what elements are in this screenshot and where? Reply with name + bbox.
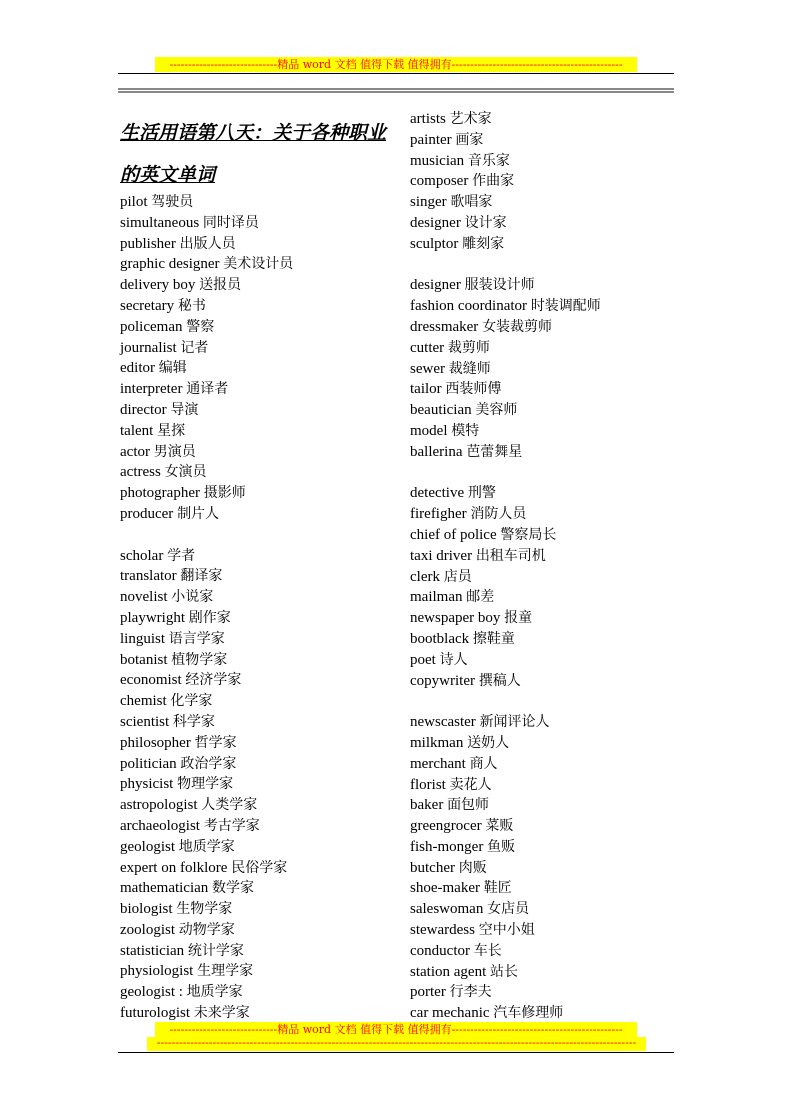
vocab-chinese: 剧作家 xyxy=(188,609,231,626)
vocab-chinese: 芭蕾舞星 xyxy=(466,443,523,460)
vocab-chinese: 星探 xyxy=(157,422,186,439)
vocab-english: beautician xyxy=(410,402,472,419)
vocab-entry xyxy=(410,733,601,754)
vocab-entry xyxy=(410,442,601,463)
vocab-entry xyxy=(120,920,293,941)
vocab-english: florist xyxy=(410,776,446,793)
vocab-entry xyxy=(120,275,293,296)
vocab-english: ballerina xyxy=(410,443,463,460)
vocab-chinese: 送报员 xyxy=(199,277,242,294)
vocab-chinese: 女演员 xyxy=(164,464,207,481)
vocab-entry xyxy=(120,878,293,899)
vocab-english: conductor xyxy=(410,942,470,959)
vocab-chinese: 学者 xyxy=(167,547,196,564)
vocab-english: fashion coordinator xyxy=(410,298,528,315)
vocab-chinese: 出版人员 xyxy=(179,235,236,252)
vocab-chinese: 驾驶员 xyxy=(151,194,194,210)
vocab-english: copywriter xyxy=(410,672,475,689)
vocab-entry xyxy=(120,982,293,1003)
vocab-entry xyxy=(120,566,293,587)
vocab-english: mathematician xyxy=(120,880,209,897)
vocab-chinese: 裁缝师 xyxy=(448,360,491,377)
vocab-chinese: 雕刻家 xyxy=(462,235,505,252)
vocab-entry xyxy=(410,525,601,546)
vocab-chinese: 诗人 xyxy=(439,651,468,668)
vocab-entry xyxy=(120,400,293,421)
vocab-english: greengrocer xyxy=(410,818,482,835)
vocab-chinese: 地质学家 xyxy=(186,984,243,1001)
header-rule xyxy=(118,73,674,74)
vocab-chinese: 汽车修理师 xyxy=(493,1005,564,1022)
vocab-entry xyxy=(410,795,601,816)
vocab-english: photographer xyxy=(120,485,200,502)
vocab-chinese: 动物学家 xyxy=(178,921,235,938)
vocab-english: graphic designer xyxy=(120,256,220,273)
vocab-chinese: 商人 xyxy=(469,755,498,772)
vocab-english: politician xyxy=(120,755,177,772)
vocab-english: butcher xyxy=(410,859,455,876)
vocab-entry xyxy=(120,795,293,816)
vocab-entry xyxy=(410,171,601,192)
vocab-chinese: 店员 xyxy=(443,568,472,585)
vocab-entry xyxy=(120,213,293,234)
vocab-english: poet xyxy=(410,651,436,668)
vocab-english: linguist xyxy=(120,630,166,647)
vocab-entry xyxy=(120,650,293,671)
vocab-entry xyxy=(120,941,293,962)
vocab-english: baker xyxy=(410,797,444,814)
right-word-list xyxy=(410,109,601,1024)
vocab-english: philosopher xyxy=(120,734,191,751)
vocab-english: talent xyxy=(120,422,154,439)
vocab-english: physiologist xyxy=(120,963,194,980)
vocab-english: porter xyxy=(410,984,446,1001)
vocab-entry xyxy=(120,1003,293,1024)
vocab-entry xyxy=(410,754,601,775)
vocab-chinese: 考古学家 xyxy=(203,817,260,834)
vocab-english: clerk xyxy=(410,568,440,585)
vocab-entry xyxy=(410,837,601,858)
vocab-chinese: 生物学家 xyxy=(176,901,233,918)
vocab-english: astropologist xyxy=(120,797,198,814)
vocab-chinese: 编辑 xyxy=(158,360,187,377)
vocab-entry xyxy=(410,192,601,213)
vocab-entry xyxy=(120,816,293,837)
vocab-entry xyxy=(120,670,293,691)
vocab-entry xyxy=(410,213,601,234)
vocab-english: designer xyxy=(410,277,461,294)
vocab-entry xyxy=(410,504,601,525)
vocab-entry xyxy=(410,899,601,920)
vocab-english: dressmaker xyxy=(410,318,479,335)
vocab-entry xyxy=(120,712,293,733)
vocab-entry xyxy=(410,463,601,484)
vocab-english: station agent xyxy=(410,963,487,980)
vocab-chinese: 肉贩 xyxy=(458,859,487,876)
vocab-english: biologist xyxy=(120,901,173,918)
vocab-entry xyxy=(120,546,293,567)
vocab-entry xyxy=(410,130,601,151)
vocab-english: simultaneous xyxy=(120,214,200,231)
page-title-line-2: 的英文单词 xyxy=(120,164,216,186)
vocab-english: firefigher xyxy=(410,506,467,523)
vocab-chinese: 民俗学家 xyxy=(231,859,288,876)
vocab-entry xyxy=(120,504,293,525)
vocab-entry xyxy=(120,296,293,317)
vocab-chinese: 地质学家 xyxy=(178,838,235,855)
vocab-chinese: 同时译员 xyxy=(202,214,259,231)
vocab-english: playwright xyxy=(120,609,185,626)
vocab-english: geologist : xyxy=(120,984,183,1001)
vocab-entry xyxy=(410,1003,601,1024)
vocab-chinese: 卖花人 xyxy=(449,776,492,793)
vocab-chinese: 哲学家 xyxy=(194,734,237,751)
vocab-chinese: 科学家 xyxy=(172,713,215,730)
vocab-chinese: 女装裁剪师 xyxy=(482,318,553,335)
vocab-english: artists xyxy=(410,111,446,127)
vocab-chinese: 报童 xyxy=(504,610,533,627)
vocab-english: chemist xyxy=(120,693,167,710)
vocab-english: policeman xyxy=(120,318,183,335)
vocab-english: journalist xyxy=(120,339,177,356)
vocab-chinese: 音乐家 xyxy=(467,152,510,169)
vocab-chinese: 西装师傅 xyxy=(445,381,502,398)
vocab-chinese: 警察 xyxy=(186,318,215,335)
vocab-chinese: 人类学家 xyxy=(201,797,258,814)
vocab-chinese: 画家 xyxy=(455,131,484,148)
vocab-chinese: 服装设计师 xyxy=(464,277,535,294)
vocab-entry xyxy=(410,608,601,629)
vocab-english: actor xyxy=(120,443,150,460)
vocab-entry xyxy=(410,338,601,359)
vocab-chinese: 政治学家 xyxy=(180,755,237,772)
vocab-chinese: 裁剪师 xyxy=(447,339,490,356)
vocab-chinese: 记者 xyxy=(180,339,209,356)
vocab-english: mailman xyxy=(410,589,463,606)
vocab-english: zoologist xyxy=(120,921,175,938)
vocab-chinese: 制片人 xyxy=(177,505,220,522)
vocab-entry xyxy=(410,587,601,608)
vocab-entry xyxy=(410,629,601,650)
vocab-english: novelist xyxy=(120,589,168,606)
vocab-english: secretary xyxy=(120,297,175,314)
vocab-entry xyxy=(410,962,601,983)
vocab-entry xyxy=(120,691,293,712)
vocab-entry xyxy=(120,608,293,629)
vocab-chinese: 歌唱家 xyxy=(450,194,493,211)
left-word-list xyxy=(120,192,293,1024)
vocab-chinese: 女店员 xyxy=(487,901,530,918)
vocab-english: expert on folklore xyxy=(120,859,228,876)
vocab-entry xyxy=(120,899,293,920)
vocab-english: saleswoman xyxy=(410,901,484,918)
vocab-chinese: 经济学家 xyxy=(185,672,242,689)
vocab-entry xyxy=(410,878,601,899)
vocab-english: designer xyxy=(410,214,461,231)
vocab-english: pilot xyxy=(120,194,148,210)
vocab-chinese: 艺术家 xyxy=(449,111,492,127)
vocab-english: chief of police xyxy=(410,526,497,543)
vocab-chinese: 出租车司机 xyxy=(475,547,546,564)
vocab-chinese: 摄影师 xyxy=(203,485,246,502)
vocab-chinese: 小说家 xyxy=(171,589,214,606)
page-title-line-1: 生活用语第八天：关于各种职业 xyxy=(120,122,387,144)
vocab-english: director xyxy=(120,401,167,418)
vocab-chinese: 模特 xyxy=(451,422,480,439)
vocab-entry xyxy=(120,525,293,546)
vocab-english: fish-monger xyxy=(410,838,484,855)
vocab-entry xyxy=(120,774,293,795)
vocab-chinese: 通译者 xyxy=(186,381,229,398)
vocab-english: taxi driver xyxy=(410,547,473,564)
vocab-entry xyxy=(410,421,601,442)
vocab-entry xyxy=(120,317,293,338)
vocab-english: merchant xyxy=(410,755,466,772)
vocab-entry xyxy=(120,483,293,504)
vocab-entry xyxy=(120,629,293,650)
vocab-english: statistician xyxy=(120,942,185,959)
vocab-english: car mechanic xyxy=(410,1005,490,1022)
vocab-chinese: 物理学家 xyxy=(177,776,234,793)
vocab-entry xyxy=(410,109,601,130)
vocab-english: economist xyxy=(120,672,182,689)
vocab-chinese: 植物学家 xyxy=(171,651,228,668)
vocab-entry xyxy=(120,837,293,858)
vocab-entry xyxy=(410,317,601,338)
vocab-entry xyxy=(120,587,293,608)
vocab-chinese: 生理学家 xyxy=(197,963,254,980)
vocab-entry xyxy=(120,234,293,255)
vocab-chinese: 统计学家 xyxy=(187,942,244,959)
vocab-english: milkman xyxy=(410,734,464,751)
vocab-entry xyxy=(410,671,601,692)
vocab-english: sculptor xyxy=(410,235,459,252)
vocab-english: bootblack xyxy=(410,630,470,647)
vocab-english: sewer xyxy=(410,360,445,377)
vocab-entry xyxy=(410,712,601,733)
vocab-entry xyxy=(410,920,601,941)
vocab-entry xyxy=(120,379,293,400)
vocab-chinese: 导演 xyxy=(170,401,199,418)
vocab-english: scientist xyxy=(120,713,170,730)
vocab-english: geologist xyxy=(120,838,175,855)
vocab-english: translator xyxy=(120,568,177,585)
vocab-english: composer xyxy=(410,173,469,190)
vocab-entry xyxy=(410,151,601,172)
vocab-chinese: 美术设计员 xyxy=(223,256,294,273)
vocab-chinese: 面包师 xyxy=(447,797,490,814)
header-banner: -----------------------------精品 word 文档 值得下载 值得拥有---------------------------------------------- xyxy=(155,57,637,72)
vocab-english: shoe-maker xyxy=(410,880,480,897)
vocab-entry xyxy=(410,483,601,504)
vocab-entry xyxy=(410,546,601,567)
vocab-entry xyxy=(410,775,601,796)
vocab-chinese: 美容师 xyxy=(475,402,518,419)
vocab-english: publisher xyxy=(120,235,176,252)
vocab-entry xyxy=(410,255,601,276)
vocab-chinese: 车长 xyxy=(473,942,502,959)
vocab-english: futurologist xyxy=(120,1005,190,1022)
vocab-english: cutter xyxy=(410,339,445,356)
vocab-english: producer xyxy=(120,505,174,522)
vocab-english: detective xyxy=(410,485,465,502)
vocab-chinese: 送奶人 xyxy=(467,734,510,751)
vocab-chinese: 翻译家 xyxy=(180,568,223,585)
vocab-chinese: 警察局长 xyxy=(500,526,557,543)
vocab-chinese: 刑警 xyxy=(467,485,496,502)
footer-banner: -----------------------------精品 word 文档 值得下载 值得拥有---------------------------------------------- xyxy=(155,1022,637,1037)
vocab-chinese: 设计家 xyxy=(464,214,507,231)
vocab-english: physicist xyxy=(120,776,174,793)
vocab-chinese: 男演员 xyxy=(153,443,196,460)
vocab-entry xyxy=(410,400,601,421)
vocab-english: painter xyxy=(410,131,452,148)
vocab-entry xyxy=(120,254,293,275)
vocab-english: singer xyxy=(410,194,447,211)
vocab-chinese: 鞋匠 xyxy=(483,880,512,897)
vocab-chinese: 撰稿人 xyxy=(478,672,521,689)
vocab-entry xyxy=(410,941,601,962)
vocab-entry xyxy=(120,338,293,359)
vocab-english: archaeologist xyxy=(120,817,200,834)
vocab-english: actress xyxy=(120,464,161,481)
vocab-chinese: 空中小姐 xyxy=(478,922,535,939)
vocab-chinese: 未来学家 xyxy=(193,1005,250,1022)
vocab-english: newspaper boy xyxy=(410,610,501,627)
vocab-chinese: 邮差 xyxy=(466,589,495,606)
vocab-chinese: 化学家 xyxy=(170,693,213,710)
vocab-entry xyxy=(410,858,601,879)
vocab-english: scholar xyxy=(120,547,164,564)
vocab-english: delivery boy xyxy=(120,277,196,294)
vocab-english: interpreter xyxy=(120,381,183,398)
vocab-chinese: 数学家 xyxy=(212,880,255,897)
vocab-english: model xyxy=(410,422,448,439)
vocab-chinese: 擦鞋童 xyxy=(472,630,515,647)
vocab-entry xyxy=(120,421,293,442)
vocab-entry xyxy=(410,567,601,588)
vocab-chinese: 鱼贩 xyxy=(487,838,516,855)
vocab-entry xyxy=(120,442,293,463)
vocab-chinese: 消防人员 xyxy=(470,506,527,523)
vocab-chinese: 作曲家 xyxy=(472,173,515,190)
vocab-english: musician xyxy=(410,152,465,169)
vocab-entry xyxy=(120,733,293,754)
vocab-entry xyxy=(410,296,601,317)
vocab-entry xyxy=(410,691,601,712)
vocab-entry xyxy=(410,816,601,837)
vocab-entry xyxy=(410,234,601,255)
vocab-chinese: 时装调配师 xyxy=(530,298,601,315)
vocab-entry xyxy=(120,754,293,775)
vocab-chinese: 站长 xyxy=(489,963,518,980)
footer-dashes: --------------------------------------------------------------------------------------------------------------------------------- xyxy=(147,1037,646,1051)
vocab-english: editor xyxy=(120,360,155,377)
vocab-chinese: 新闻评论人 xyxy=(479,714,550,731)
vocab-entry xyxy=(410,359,601,380)
vocab-chinese: 秘书 xyxy=(177,297,206,314)
vocab-chinese: 菜贩 xyxy=(485,818,514,835)
vocab-english: tailor xyxy=(410,381,442,398)
vocab-entry xyxy=(120,358,293,379)
header-double-rule xyxy=(118,88,674,93)
vocab-entry xyxy=(410,650,601,671)
vocab-english: newscaster xyxy=(410,714,476,731)
vocab-english: stewardess xyxy=(410,922,475,939)
vocab-entry xyxy=(410,982,601,1003)
vocab-chinese: 行李夫 xyxy=(449,984,492,1001)
footer-rule xyxy=(118,1052,674,1053)
vocab-entry xyxy=(120,462,293,483)
vocab-chinese: 语言学家 xyxy=(168,630,225,647)
vocab-entry xyxy=(410,275,601,296)
vocab-entry xyxy=(120,192,293,213)
vocab-entry xyxy=(120,858,293,879)
vocab-entry xyxy=(410,379,601,400)
vocab-entry xyxy=(120,961,293,982)
vocab-english: botanist xyxy=(120,651,168,668)
